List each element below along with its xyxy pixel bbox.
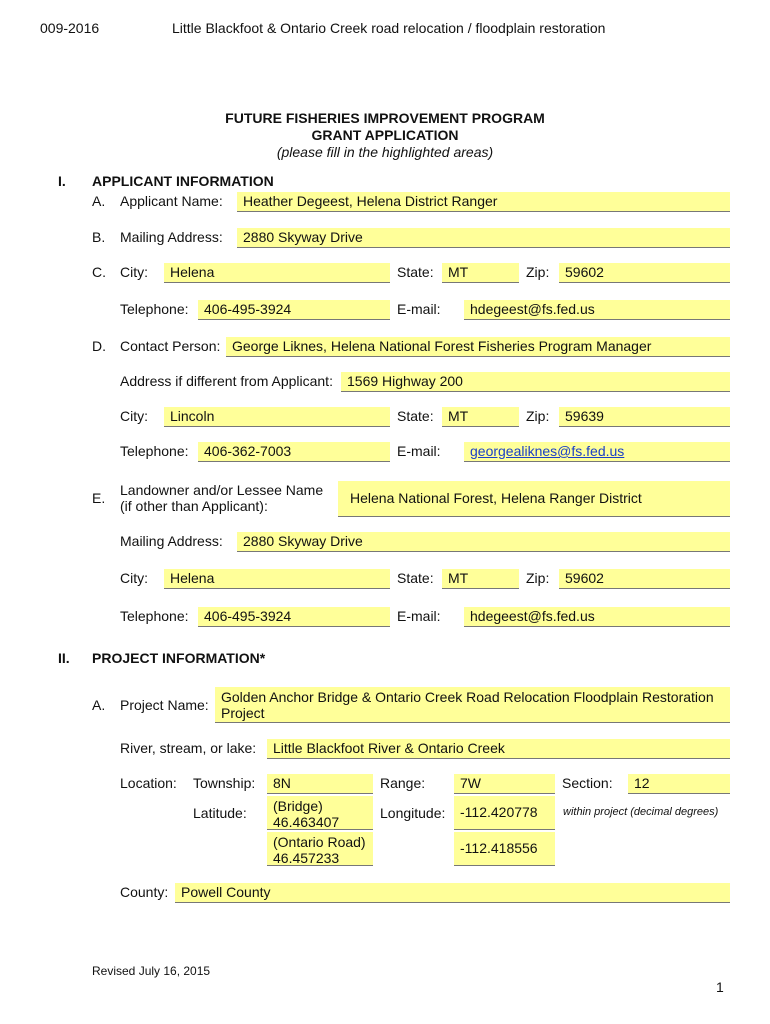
contact-address-field[interactable]: 1569 Highway 200	[341, 372, 730, 392]
zip-label: Zip:	[526, 264, 550, 280]
applicant-name-field[interactable]: Heather Degeest, Helena District Ranger	[237, 192, 730, 212]
section-label: Section:	[562, 775, 613, 791]
coordinate-note: within project (decimal degrees)	[563, 806, 719, 818]
document-header-title: Little Blackfoot & Ontario Creek road relocation / floodplain restoration	[172, 20, 606, 36]
section-1-heading: APPLICANT INFORMATION	[92, 173, 274, 189]
mailing-address-label: Mailing Address:	[120, 229, 223, 245]
contact-address-label: Address if different from Applicant:	[120, 373, 333, 389]
section-2-numeral: II.	[58, 650, 70, 666]
contact-telephone-field[interactable]: 406-362-7003	[198, 442, 390, 462]
mailing-address-field[interactable]: 2880 Skyway Drive	[237, 228, 730, 248]
landowner-label-line2: (if other than Applicant):	[120, 498, 268, 514]
contact-city-label: City:	[120, 408, 148, 424]
applicant-name-label: Applicant Name:	[120, 193, 223, 209]
item-2a-letter: A.	[92, 697, 106, 713]
township-label: Township:	[193, 775, 256, 791]
contact-zip-label: Zip:	[526, 408, 550, 424]
range-field[interactable]: 7W	[454, 774, 555, 794]
longitude-ontario-field[interactable]: -112.418556	[454, 832, 555, 866]
landowner-zip-field[interactable]: 59602	[559, 569, 730, 589]
landowner-telephone-field[interactable]: 406-495-3924	[198, 607, 390, 627]
zip-field[interactable]: 59602	[559, 263, 730, 283]
item-a-letter: A.	[92, 193, 106, 209]
state-label: State:	[397, 264, 434, 280]
program-title: FUTURE FISHERIES IMPROVEMENT PROGRAM	[225, 110, 545, 126]
contact-person-label: Contact Person:	[120, 338, 221, 354]
contact-email-field[interactable]	[464, 442, 730, 462]
item-d-letter: D.	[92, 338, 106, 354]
section-2-heading: PROJECT INFORMATION*	[92, 650, 266, 666]
county-label: County:	[120, 884, 169, 900]
landowner-state-field[interactable]: MT	[442, 569, 519, 589]
city-label: City:	[120, 264, 148, 280]
item-b-letter: B.	[92, 229, 106, 245]
landowner-mailing-field[interactable]: 2880 Skyway Drive	[237, 532, 730, 552]
document-number: 009-2016	[40, 20, 100, 36]
latitude-bridge-field[interactable]: (Bridge) 46.463407	[267, 796, 373, 830]
longitude-bridge-field[interactable]: -112.420778	[454, 796, 555, 830]
contact-person-field[interactable]: George Liknes, Helena National Forest Fisheries Program Manager	[226, 337, 730, 357]
contact-city-field[interactable]: Lincoln	[164, 407, 390, 427]
river-label: River, stream, or lake:	[120, 740, 257, 756]
telephone-label: Telephone:	[120, 301, 189, 317]
township-field[interactable]: 8N	[267, 774, 373, 794]
landowner-label-line1: Landowner and/or Lessee Name	[120, 482, 324, 498]
contact-state-label: State:	[397, 408, 434, 424]
landowner-email-field[interactable]	[464, 607, 730, 627]
range-label: Range:	[380, 775, 426, 791]
landowner-field[interactable]: Helena National Forest, Helena Ranger District	[338, 481, 730, 517]
email-label: E-mail:	[397, 301, 441, 317]
longitude-label: Longitude:	[380, 805, 446, 821]
email-field[interactable]	[464, 300, 730, 320]
river-field[interactable]: Little Blackfoot River & Ontario Creek	[267, 739, 730, 759]
telephone-field[interactable]: 406-495-3924	[198, 300, 390, 320]
project-name-field[interactable]: Golden Anchor Bridge & Ontario Creek Road Relocation Floodplain Restoration Project	[215, 687, 730, 723]
landowner-state-label: State:	[397, 570, 434, 586]
county-field[interactable]: Powell County	[175, 883, 730, 903]
landowner-city-label: City:	[120, 570, 148, 586]
application-title: GRANT APPLICATION	[311, 127, 459, 143]
contact-email-label: E-mail:	[397, 443, 441, 459]
landowner-mailing-label: Mailing Address:	[120, 533, 223, 549]
latitude-ontario-field[interactable]: (Ontario Road) 46.457233	[267, 832, 373, 866]
city-field[interactable]: Helena	[164, 263, 390, 283]
contact-email-link[interactable]: georgealiknes@fs.fed.us	[470, 443, 625, 459]
latitude-label: Latitude:	[193, 805, 247, 821]
contact-zip-field[interactable]: 59639	[559, 407, 730, 427]
section-field[interactable]: 12	[628, 774, 730, 794]
project-name-label: Project Name:	[120, 697, 209, 713]
landowner-zip-label: Zip:	[526, 570, 550, 586]
section-1-numeral: I.	[58, 173, 66, 189]
contact-state-field[interactable]: MT	[442, 407, 519, 427]
email-link[interactable]: hdegeest@fs.fed.us	[470, 301, 595, 317]
landowner-telephone-label: Telephone:	[120, 608, 189, 624]
item-e-letter: E.	[92, 490, 106, 506]
page-number: 1	[716, 979, 724, 995]
revised-date: Revised July 16, 2015	[92, 964, 211, 978]
landowner-email-label: E-mail:	[397, 608, 441, 624]
location-label: Location:	[120, 775, 177, 791]
item-c-letter: C.	[92, 264, 106, 280]
contact-telephone-label: Telephone:	[120, 443, 189, 459]
landowner-city-field[interactable]: Helena	[164, 569, 390, 589]
state-field[interactable]: MT	[442, 263, 519, 283]
landowner-email-link[interactable]: hdegeest@fs.fed.us	[470, 608, 595, 624]
instructions-text: (please fill in the highlighted areas)	[276, 144, 494, 160]
